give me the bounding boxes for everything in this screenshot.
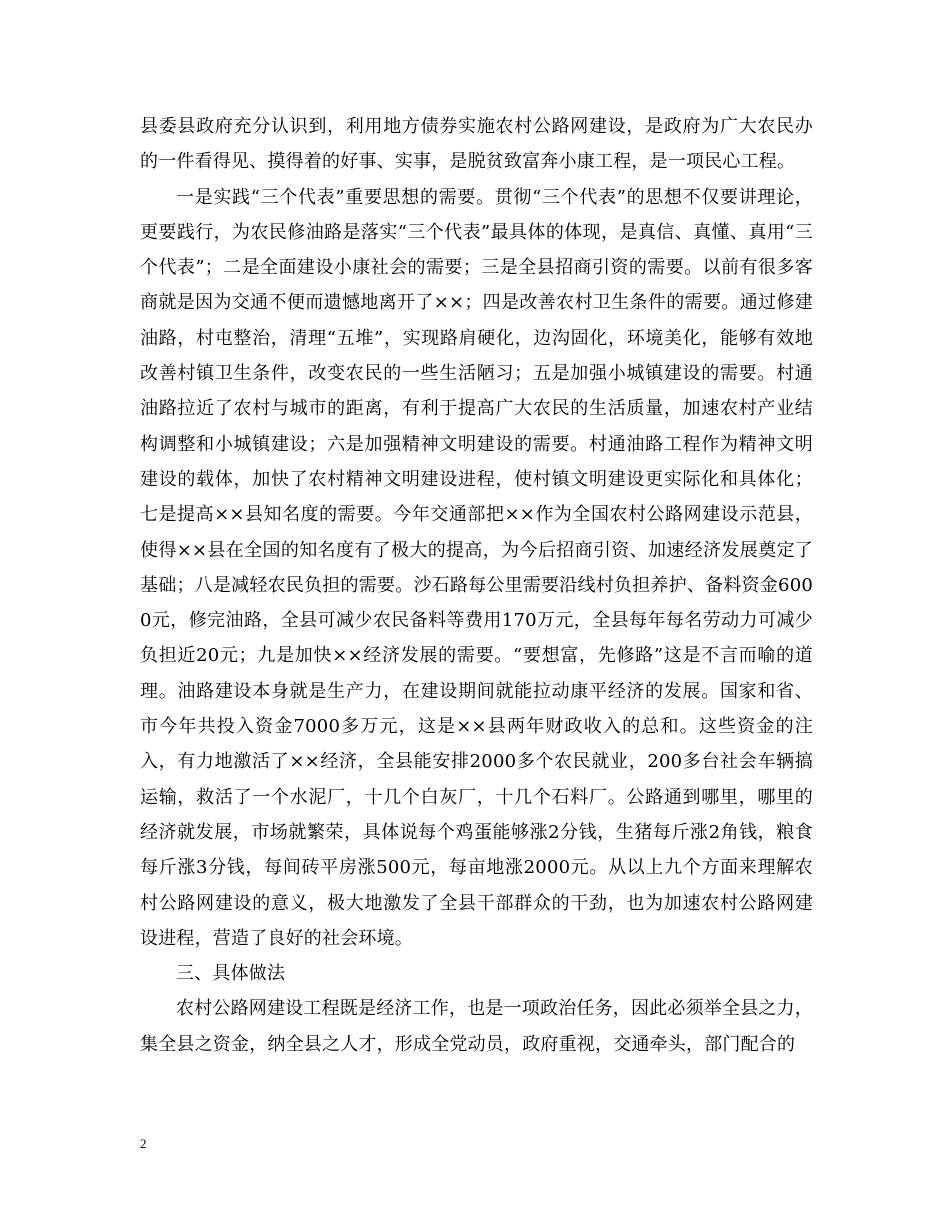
paragraph-1: 县委县政府充分认识到，利用地方债券实施农村公路网建设，是政府为广大农民办的一件看得见、摸得着的好事、实事，是脱贫致富奔小康工程，是一项民心工程。 [140, 116, 813, 173]
section-heading: 三、具体做法 [176, 963, 286, 985]
page-number: 2 [140, 1136, 147, 1151]
paragraph-2: 一是实践“三个代表”重要思想的需要。贯彻“三个代表”的思想不仅要讲理论，更要践行，为农民修油路是落实“三个代表”最具体的体现，是真信、真懂、真用“三个代表”；二是全面建设小康社会的需要；三是全县招商引资的需要。以前有很多客商就是因为交通不便而遗憾地离开了××；四是改善农村卫生条件的需要。通过修建油路，村屯整治，清理“五堆”，实现路肩硬化，边沟固化，环境美化，能够有效地改善村镇卫生条件，改变农民的一些生活陋习；五是加强小城镇建设的需要。村通油路拉近了农村与城市的距离，有利于提高广大农民的生活质量，加速农村产业结构调整和小城镇建设；六是加强精神文明建设的需要。村通油路工程作为精神文明建设的载体，加快了农村精神文明建设进程，使村镇文明建设更实际化和具体化；七是提高××县知名度的需要。今年交通部把××作为全国农村公路网建设示范县，使得××县在全国的知名度有了极大的提高，为今后招商引资、加速经济发展奠定了基础；八是减轻农民负担的需要。沙石路每公里需要沿线村负担养护、备料资金6000元，修完油路，全县可减少农民备料等费用170万元，全县每年每名劳动力可减少负担近20元；九是加快××经济发展的需要。“要想富，先修路”这是不言而喻的道理。油路建设本身就是生产力，在建设期间就能拉动康平经济的发展。国家和省、市今年共投入资金7000多万元，这是××县两年财政收入的总和。这些资金的注入，有力地激活了××经济，全县能安排2000多个农民就业，200多台社会车辆搞运输，救活了一个水泥厂，十几个白灰厂，十几个石料厂。公路通到哪里，哪里的经济就发展，市场就繁荣，具体说每个鸡蛋能够涨2分钱，生猪每斤涨2角钱，粮食每斤涨3分钱，每间砖平房涨500元，每亩地涨2000元。从以上九个方面来理解农村公路网建设的意义，极大地激发了全县干部群众的干劲，也为加速农村公路网建设进程，营造了良好的社会环境。 [140, 186, 813, 949]
paragraph-3: 农村公路网建设工程既是经济工作，也是一项政治任务，因此必须举全县之力，集全县之资金，纳全县之人才，形成全党动员，政府重视，交通牵头，部门配合的 [140, 998, 813, 1055]
document-body [140, 109, 813, 1062]
